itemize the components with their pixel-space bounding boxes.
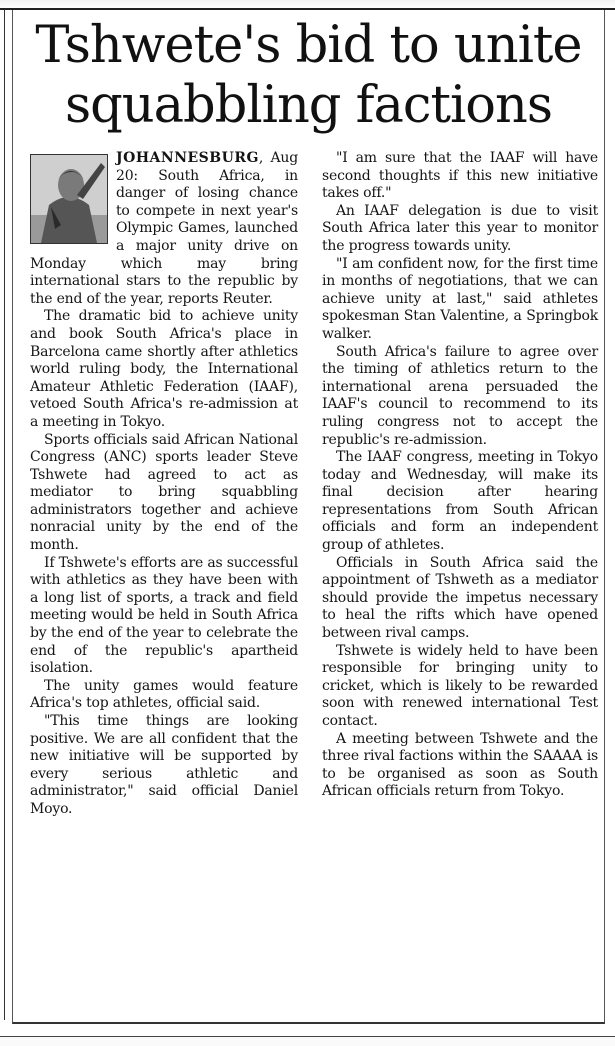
body-paragraph: "I am confident now, for the first time in months of negotiations, that we can achieve unity at last," said athletes spokesman Stan Valentine, a Springbok walker. bbox=[322, 255, 598, 342]
body-paragraph: The dramatic bid to achieve unity and book South Africa's place in Barcelona came shortly after athletics world ruling body, the International Amateur Athletic Federation (IAAF), vetoed South Africa's re-admission at a meeting in Tokyo. bbox=[30, 308, 298, 430]
portrait-photo-icon bbox=[30, 154, 108, 244]
body-paragraph: A meeting between Tshwete and the three rival factions within the SAAAA is to be organised as soon as South African officials return from Tokyo. bbox=[322, 730, 598, 800]
body-paragraph: The IAAF congress, meeting in Tokyo today and Wednesday, will make its final decision after hearing representations from South African officials and form an independent group of athletes. bbox=[322, 449, 598, 554]
body-paragraph: If Tshwete's efforts are as successful with athletics as they have been with a long list of sports, a track and field meeting would be held in South Africa by the end of the year to celebrate the end of the republic's apartheid isolation. bbox=[30, 554, 298, 677]
article-headline: Tshwete's bid to unite squabbling factions bbox=[35, 16, 582, 135]
body-paragraph: An IAAF delegation is due to visit South Africa later this year to monitor the progress towards unity. bbox=[322, 202, 598, 254]
dateline: JOHANNESBURG bbox=[116, 150, 259, 166]
article-column-left bbox=[30, 150, 298, 819]
article-column-right bbox=[322, 150, 598, 801]
clipping-top-edge bbox=[0, 0, 615, 10]
lead-paragraph: , Aug 20: South Africa, in danger of losing chance to compete in next year's Olympic Games, launched a major unity drive on Monday which may bring international stars to the republic by the end of the year, reports Reuter. bbox=[30, 150, 298, 307]
body-paragraph: Sports officials said African National Congress (ANC) sports leader Steve Tshwete had agreed to act as mediator to bring squabbling administrators together and achieve nonracial unity by the end of the month. bbox=[30, 431, 298, 554]
body-paragraph: South Africa's failure to agree over the timing of athletics return to the international arena persuaded the IAAF's council to recommend to its ruling congress not to accept the republic's re-admission. bbox=[322, 343, 598, 448]
body-paragraph: "This time things are looking positive. We are all confident that the new initiative will be supported by every serious athletic and administrator," said official Daniel Moyo. bbox=[30, 713, 298, 817]
body-paragraph: The unity games would feature Africa's top athletes, official said. bbox=[30, 677, 298, 712]
body-paragraph: Officials in South Africa said the appointment of Tshweth as a mediator should provide the impetus necessary to heal the rifts which have opened between rival camps. bbox=[322, 554, 598, 642]
body-paragraph: "I am sure that the IAAF will have second thoughts if this new initiative takes off." bbox=[322, 150, 598, 202]
body-paragraph: Tshwete is widely held to have been responsible for bringing unity to cricket, which is likely to be rewarded soon with renewed international Test contact. bbox=[322, 642, 598, 729]
adjacent-column-rule bbox=[0, 10, 5, 1020]
